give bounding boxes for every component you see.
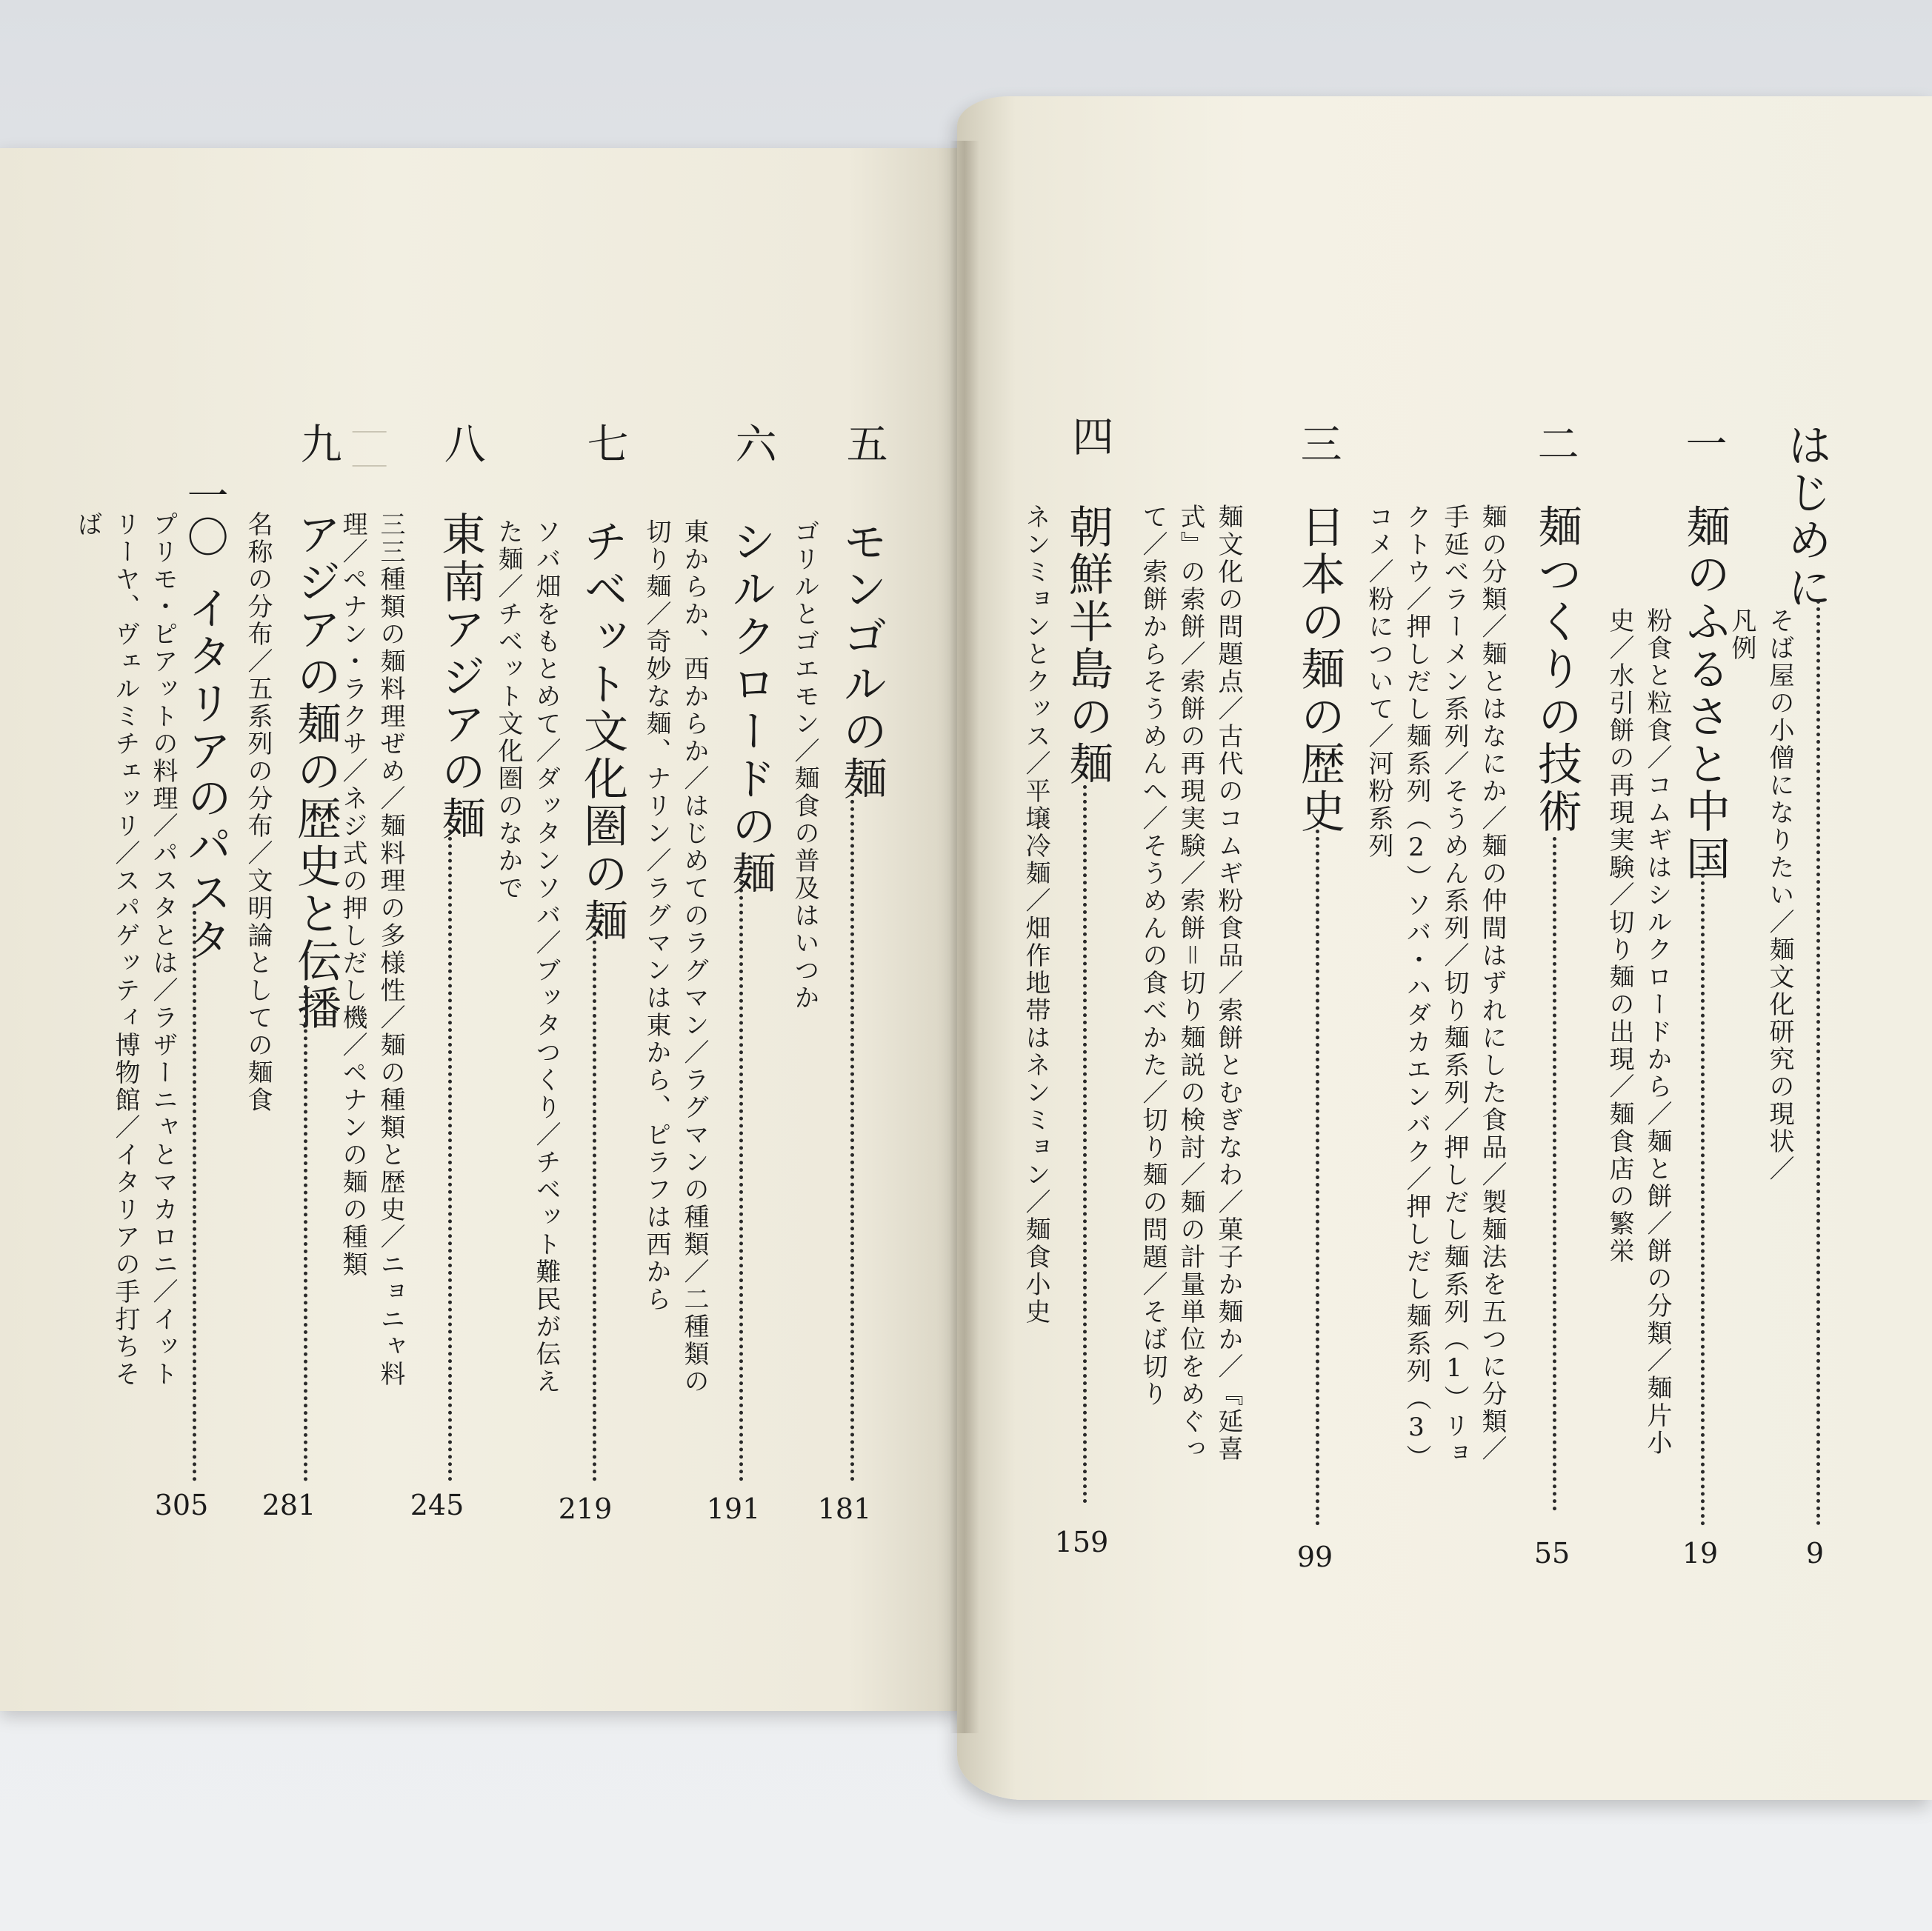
chapter-7-description: ソバ畑をもとめて／ダッタンソバ／ブッタつくり／チベット難民が伝えた麺／チベット文化圏のなかで (493, 518, 561, 1395)
chapter-4-title: 朝鮮半島の麺 (1062, 504, 1113, 788)
intro-title: はじめに (1780, 422, 1832, 612)
chapter-10-title: イタリアのパスタ (180, 585, 232, 964)
chapter-2-title: 麺つくりの技術 (1530, 504, 1582, 836)
chapter-5-page: 181 (817, 1493, 872, 1525)
chapter-2-number: 二 (1530, 422, 1579, 464)
chapter-9-description: 名称の分布／五系列の分布／文明論としての麺食 (243, 511, 273, 1114)
chapter-10-number: 一〇 (180, 474, 229, 557)
chapter-8-number: 八 (437, 422, 486, 464)
chapter-8-page: 245 (410, 1489, 464, 1521)
chapter-6-description: 東からか、西からか／はじめてのラグマン／ラグマンの種類／二種類の切り麺／奇妙な麺、ナリン／ラグマンは東から、ピラフは西から (642, 518, 709, 1395)
intro-subtitle: そば屋の小僧になりたい／麺文化研究の現状／凡例 (1727, 607, 1794, 1183)
intro-page: 9 (1805, 1537, 1825, 1570)
chapter-6-number: 六 (728, 422, 777, 464)
chapter-2-description: 麺の分類／麺とはなにか／麺の仲間はずれにした食品／製麺法を五つに分類／手延べラーメン系列／そうめん系列／切り麺系列／押しだし麺系列（1）リョクトウ／押しだし麺系列（2）ソバ・ハダカエンバク／押しだし麺系列（3）コメ／粉について／河粉系列 (1364, 504, 1507, 1472)
chapter-5-leader (850, 793, 854, 1481)
chapter-6-leader (739, 867, 743, 1481)
intro-leader (1816, 600, 1820, 1526)
chapter-5-title: モンゴルの麺 (836, 518, 887, 803)
chapter-3-title: 日本の麺の歴史 (1293, 504, 1345, 836)
chapter-9-title: アジアの麺の歴史と伝播 (290, 511, 342, 1033)
chapter-1-page: 19 (1682, 1537, 1719, 1570)
chapter-8-title: 東南アジアの麺 (434, 511, 486, 843)
chapter-5-number: 五 (839, 422, 888, 464)
chapter-7-page: 219 (558, 1493, 613, 1525)
chapter-7-number: 七 (580, 422, 629, 464)
show-through-marks: ｜｜ (347, 415, 387, 483)
chapter-9-page: 281 (262, 1489, 316, 1521)
chapter-10-description: プリモ・ピアットの料理／パスタとは／ラザーニャとマカロニ／イットリーヤ、ヴェルミチェッリ／スパゲッティ博物館／イタリアの手打ちそば (73, 511, 178, 1388)
chapter-9-leader (304, 985, 307, 1481)
chapter-4-description: ネンミョンとクッス／平壌冷麺／畑作地帯はネンミョン／麺食小史 (1021, 504, 1050, 1326)
chapter-2-page: 55 (1533, 1537, 1570, 1570)
chapter-4-page: 159 (1054, 1526, 1109, 1558)
chapter-1-number: 一 (1679, 422, 1728, 464)
chapter-9-number: 九 (293, 422, 342, 464)
chapter-6-title: シルクロードの麺 (724, 518, 776, 898)
chapter-6-page: 191 (706, 1493, 761, 1525)
book-gutter (950, 141, 979, 1733)
chapter-8-description: 三三種類の麺料理ぜめ／麺料理の多様性／麺の種類と歴史／ニョニャ料理／ペナン・ラクサ／ネジ式の押しだし機／ペナンの麺の種類 (338, 511, 405, 1388)
chapter-7-leader (593, 911, 596, 1481)
chapter-8-leader (448, 822, 452, 1481)
chapter-2-leader (1553, 837, 1556, 1511)
chapter-1-leader (1701, 867, 1705, 1526)
chapter-10-leader (193, 904, 196, 1481)
chapter-7-title: チベット文化圏の麺 (576, 518, 628, 945)
chapter-4-number: 四 (1065, 415, 1114, 456)
chapter-3-description: 麺文化の問題点／古代のコムギ粉食品／索餅とむぎなわ／菓子か麺か／『延喜式』の索餅／索餅の再現実験／索餅＝切り麺説の検討／麺の計量単位をめぐって／索餅からそうめんへ／そうめんの食べかた／切り麺の問題／そば切り (1138, 504, 1243, 1463)
chapter-5-description: ゴリルとゴエモン／麺食の普及はいつか (790, 518, 819, 1012)
chapter-3-number: 三 (1293, 422, 1342, 464)
chapter-10-page: 305 (154, 1489, 209, 1521)
chapter-1-description: 粉食と粒食／コムギはシルクロードから／麺と餅／餅の分類／麺片小史／水引餅の再現実験／切り麺の出現／麺食店の繁栄 (1605, 607, 1672, 1457)
chapter-3-page: 99 (1296, 1541, 1333, 1573)
chapter-3-leader (1316, 830, 1319, 1526)
chapter-4-leader (1083, 785, 1087, 1504)
chapter-1-title: 麺のふるさと中国 (1679, 504, 1731, 883)
